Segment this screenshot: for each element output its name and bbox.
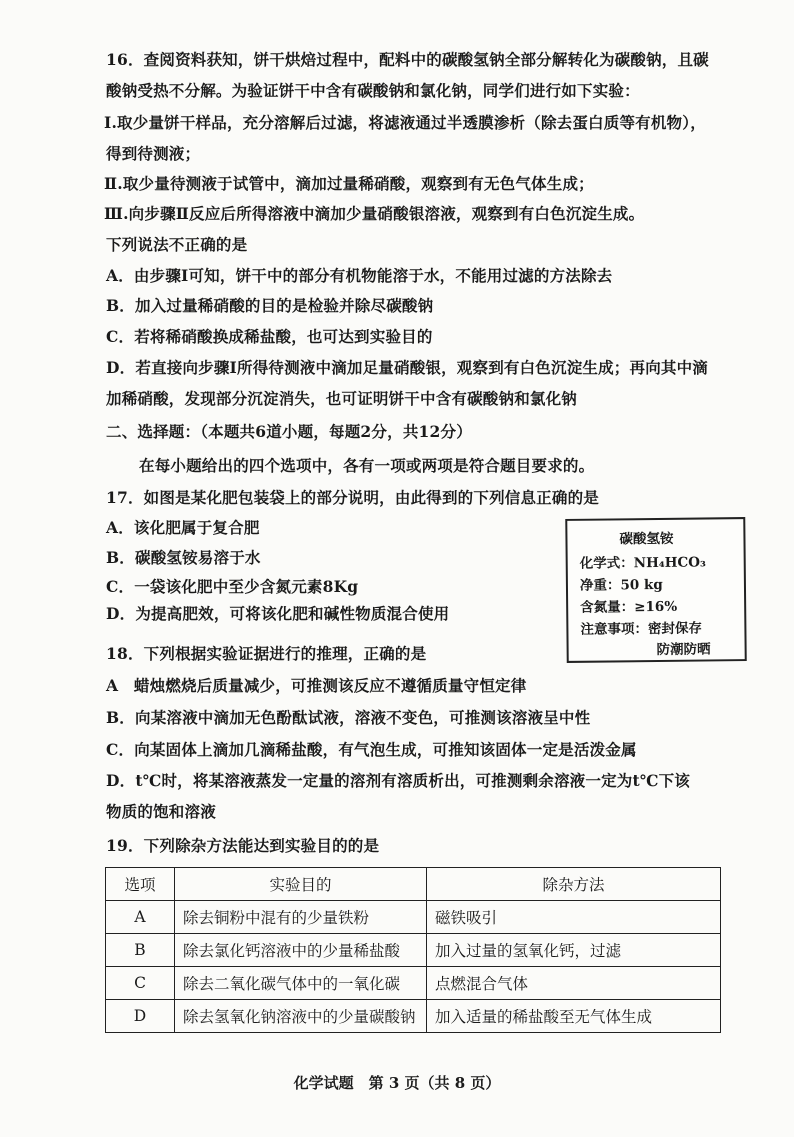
- table-header-row: [106, 868, 721, 901]
- q18-option-d-line1: D．t℃时，将某溶液蒸发一定量的溶剂有溶质析出，可推测剩余溶液一定为t℃下该: [106, 771, 691, 790]
- q16-step3: Ⅲ.向步骤Ⅱ反应后所得溶液中滴加少量硝酸银溶液，观察到有白色沉淀生成。: [104, 204, 645, 223]
- q17-option-b: B．碳酸氢铵易溶于水: [106, 548, 261, 567]
- q16-option-b: B．加入过量稀硝酸的目的是检验并除尽碳酸钠: [106, 296, 434, 315]
- q16-step2: Ⅱ.取少量待测液于试管中，滴加过量稀硝酸，观察到有无色气体生成；: [104, 174, 594, 193]
- q16-option-c: C．若将稀硝酸换成稀盐酸，也可达到实验目的: [106, 327, 433, 346]
- table-cell-option: A: [106, 901, 175, 934]
- fertilizer-label-notes: 注意事项：密封保存: [580, 620, 702, 638]
- page-footer: 化学试题 第 3 页（共 8 页）: [293, 1074, 501, 1092]
- table-header-option: 选项: [106, 868, 175, 901]
- q17-stem: 17．如图是某化肥包装袋上的部分说明，由此得到的下列信息正确的是: [106, 488, 599, 507]
- table-row: [106, 1000, 721, 1033]
- table-cell-option: C: [106, 967, 175, 1000]
- table-cell-purpose: 除去氢氧化钠溶液中的少量碳酸钠: [175, 1000, 427, 1033]
- table-cell-method: 加入适量的稀盐酸至无气体生成: [427, 1000, 721, 1033]
- q16-stem-line2: 酸钠受热不分解。为验证饼干中含有碳酸钠和氯化钠，同学们进行如下实验：: [106, 81, 640, 100]
- q17-option-d: D．为提高肥效，可将该化肥和碱性物质混合使用: [106, 604, 450, 623]
- q17-option-c: C．一袋该化肥中至少含氮元素8Kg: [106, 577, 359, 596]
- fertilizer-label-net-weight: 净重：50 kg: [579, 576, 663, 594]
- table-cell-method: 加入过量的氢氧化钙，过滤: [427, 934, 721, 967]
- table-row: [106, 967, 721, 1000]
- table-cell-method: 点燃混合气体: [427, 967, 721, 1000]
- q16-option-d-line1: D．若直接向步骤Ⅰ所得待测液中滴加足量硝酸银，观察到有白色沉淀生成；再向其中滴: [106, 358, 708, 377]
- q18-option-c: C．向某固体上滴加几滴稀盐酸，有气泡生成，可推知该固体一定是活泼金属: [106, 740, 637, 759]
- q16-prompt: 下列说法不正确的是: [106, 235, 248, 254]
- table-row: [106, 934, 721, 967]
- q18-option-b: B．向某溶液中滴加无色酚酞试液，溶液不变色，可推测该溶液呈中性: [106, 708, 591, 727]
- q17-option-a: A．该化肥属于复合肥: [106, 518, 260, 537]
- section2-heading: 二、选择题：（本题共6道小题，每题2分，共12分）: [106, 422, 472, 441]
- q16-option-a: A．由步骤Ⅰ可知，饼干中的部分有机物能溶于水，不能用过滤的方法除去: [106, 266, 613, 285]
- fertilizer-label-notes2: 防潮防晒: [656, 641, 711, 658]
- q16-option-d-line2: 加稀硝酸，发现部分沉淀消失，也可证明饼干中含有碳酸钠和氯化钠: [106, 389, 578, 408]
- q18-option-d-line2: 物质的饱和溶液: [106, 802, 216, 821]
- section2-instruction: 在每小题给出的四个选项中，各有一项或两项是符合题目要求的。: [139, 456, 595, 475]
- q18-option-a: A 蜡烛燃烧后质量减少，可推测该反应不遵循质量守恒定律: [106, 676, 527, 695]
- table-header-method: 除杂方法: [427, 868, 721, 901]
- table-cell-purpose: 除去铜粉中混有的少量铁粉: [175, 901, 427, 934]
- q19-stem: 19．下列除杂方法能达到实验目的的是: [106, 836, 380, 855]
- q16-step1-line2: 得到待测液；: [106, 144, 201, 163]
- q16-stem-line1: 16．查阅资料获知，饼干烘焙过程中，配料中的碳酸氢钠全部分解转化为碳酸钠，且碳: [106, 50, 709, 69]
- table-cell-option: D: [106, 1000, 175, 1033]
- table-cell-purpose: 除去氯化钙溶液中的少量稀盐酸: [175, 934, 427, 967]
- q19-options-table: [105, 867, 721, 1033]
- q18-stem: 18．下列根据实验证据进行的推理，正确的是: [106, 644, 427, 663]
- fertilizer-label-nitrogen: 含氮量：≥16%: [580, 598, 678, 616]
- fertilizer-label: [565, 517, 746, 663]
- table-row: [106, 901, 721, 934]
- table-cell-method: 磁铁吸引: [427, 901, 721, 934]
- table-cell-purpose: 除去二氧化碳气体中的一氧化碳: [175, 967, 427, 1000]
- q16-step1-line1: Ⅰ.取少量饼干样品，充分溶解后过滤，将滤液通过半透膜渗析（除去蛋白质等有机物），: [104, 113, 706, 132]
- fertilizer-label-title: 碳酸氢铵: [619, 530, 674, 548]
- fertilizer-label-formula: 化学式：NH₄HCO₃: [579, 554, 706, 572]
- table-cell-option: B: [106, 934, 175, 967]
- table-header-purpose: 实验目的: [175, 868, 427, 901]
